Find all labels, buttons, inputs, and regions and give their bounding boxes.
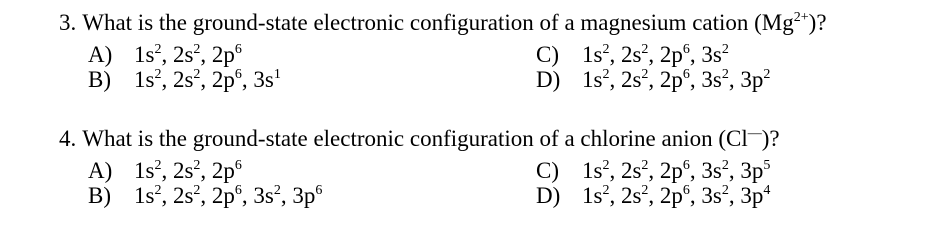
term-separator: , bbox=[241, 67, 254, 92]
orbital-label: 2s bbox=[620, 67, 642, 92]
electron-count: 6 bbox=[234, 67, 242, 82]
electron-count: 6 bbox=[315, 183, 323, 198]
orbital-label: 3p bbox=[292, 183, 316, 208]
electron-count: 5 bbox=[763, 158, 771, 173]
choice-a[interactable] bbox=[88, 43, 242, 67]
electron-count: 6 bbox=[682, 158, 690, 173]
term-separator: , bbox=[728, 158, 741, 183]
orbital-label: 1s bbox=[582, 158, 603, 183]
choice-letter: D) bbox=[536, 67, 561, 92]
orbital-label: 2s bbox=[172, 67, 194, 92]
electron-count: 4 bbox=[763, 183, 771, 198]
term-separator: , bbox=[200, 42, 212, 67]
term-separator: , bbox=[200, 67, 212, 92]
electron-configuration bbox=[582, 158, 770, 183]
choice-c[interactable] bbox=[536, 159, 770, 183]
electron-count: 2 bbox=[763, 67, 771, 82]
term-separator: , bbox=[648, 42, 660, 67]
term-separator: , bbox=[728, 67, 741, 92]
orbital-label: 3p bbox=[740, 183, 764, 208]
electron-configuration bbox=[582, 67, 770, 92]
ion-charge: 2+ bbox=[793, 10, 809, 25]
electron-count: 2 bbox=[721, 183, 729, 198]
orbital-label: 2s bbox=[620, 42, 642, 67]
term-separator: , bbox=[161, 42, 173, 67]
electron-count: 2 bbox=[193, 158, 201, 173]
choice-letter: B) bbox=[88, 67, 111, 92]
term-separator: , bbox=[609, 67, 621, 92]
orbital-label: 2s bbox=[620, 183, 642, 208]
orbital-label: 3p bbox=[740, 67, 764, 92]
orbital-label: 3s bbox=[701, 183, 722, 208]
orbital-label: 1s bbox=[582, 42, 603, 67]
electron-count: 1 bbox=[273, 67, 281, 82]
term-separator: , bbox=[648, 158, 660, 183]
electron-count: 6 bbox=[682, 67, 690, 82]
orbital-label: 2s bbox=[172, 183, 194, 208]
orbital-label: 1s bbox=[134, 158, 155, 183]
electron-configuration bbox=[134, 67, 281, 92]
electron-count: 2 bbox=[154, 67, 162, 82]
term-separator: , bbox=[609, 158, 621, 183]
question-number: 3. bbox=[59, 10, 77, 35]
orbital-label: 3s bbox=[701, 67, 722, 92]
electron-count: 6 bbox=[682, 183, 690, 198]
electron-count: 2 bbox=[641, 42, 649, 57]
electron-configuration bbox=[134, 183, 322, 208]
term-separator: , bbox=[200, 183, 212, 208]
term-separator: , bbox=[689, 158, 702, 183]
electron-count: 2 bbox=[602, 158, 610, 173]
question-stem bbox=[59, 125, 780, 153]
orbital-label: 3s bbox=[253, 183, 274, 208]
choice-letter: A) bbox=[88, 42, 113, 67]
electron-count: 2 bbox=[721, 67, 729, 82]
orbital-label: 3s bbox=[701, 42, 722, 67]
choice-letter: D) bbox=[536, 183, 561, 208]
electron-count: 2 bbox=[641, 158, 649, 173]
term-separator: , bbox=[161, 67, 173, 92]
electron-count: 2 bbox=[193, 183, 201, 198]
orbital-label: 2p bbox=[211, 67, 235, 92]
orbital-label: 3s bbox=[253, 67, 274, 92]
orbital-label: 2p bbox=[659, 42, 683, 67]
question-text: What is the ground-state electronic configuration of a magnesium cation (Mg bbox=[82, 10, 794, 35]
term-separator: , bbox=[728, 183, 741, 208]
term-separator: , bbox=[280, 183, 293, 208]
term-separator: , bbox=[161, 183, 173, 208]
orbital-label: 2p bbox=[659, 67, 683, 92]
choice-a[interactable] bbox=[88, 159, 242, 183]
electron-configuration bbox=[582, 183, 770, 208]
electron-count: 2 bbox=[602, 42, 610, 57]
orbital-label: 2p bbox=[659, 158, 683, 183]
term-separator: , bbox=[648, 183, 660, 208]
orbital-label: 3s bbox=[701, 158, 722, 183]
choice-letter: B) bbox=[88, 183, 111, 208]
orbital-label: 2p bbox=[211, 158, 235, 183]
term-separator: , bbox=[609, 42, 621, 67]
question-number: 4. bbox=[59, 126, 77, 151]
choice-d[interactable] bbox=[536, 68, 770, 92]
electron-configuration bbox=[134, 158, 242, 183]
orbital-label: 2p bbox=[211, 42, 235, 67]
orbital-label: 1s bbox=[582, 67, 603, 92]
term-separator: , bbox=[689, 67, 702, 92]
electron-count: 6 bbox=[682, 42, 690, 57]
electron-count: 2 bbox=[641, 67, 649, 82]
electron-count: 6 bbox=[234, 158, 242, 173]
electron-count: 2 bbox=[154, 158, 162, 173]
term-separator: , bbox=[689, 183, 702, 208]
electron-count: 2 bbox=[602, 67, 610, 82]
orbital-label: 3p bbox=[740, 158, 764, 183]
electron-count: 2 bbox=[154, 183, 162, 198]
electron-count: 6 bbox=[234, 42, 242, 57]
question-text-end: )? bbox=[808, 10, 827, 35]
electron-count: 2 bbox=[602, 183, 610, 198]
term-separator: , bbox=[161, 158, 173, 183]
electron-count: 2 bbox=[154, 42, 162, 57]
orbital-label: 2p bbox=[211, 183, 235, 208]
electron-configuration bbox=[134, 42, 242, 67]
term-separator: , bbox=[689, 42, 702, 67]
orbital-label: 2s bbox=[172, 42, 194, 67]
electron-count: 2 bbox=[641, 183, 649, 198]
electron-count: 2 bbox=[273, 183, 281, 198]
orbital-label: 1s bbox=[134, 42, 155, 67]
orbital-label: 2s bbox=[620, 158, 642, 183]
choice-letter: C) bbox=[536, 42, 559, 67]
electron-count: 2 bbox=[193, 42, 201, 57]
ion-charge: — bbox=[747, 126, 762, 141]
electron-count: 2 bbox=[193, 67, 201, 82]
electron-configuration bbox=[582, 42, 729, 67]
question-stem bbox=[59, 9, 827, 37]
choice-b[interactable] bbox=[88, 184, 322, 208]
electron-count: 2 bbox=[721, 158, 729, 173]
orbital-label: 1s bbox=[134, 67, 155, 92]
term-separator: , bbox=[200, 158, 212, 183]
orbital-label: 1s bbox=[134, 183, 155, 208]
term-separator: , bbox=[609, 183, 621, 208]
term-separator: , bbox=[648, 67, 660, 92]
question-text: What is the ground-state electronic configuration of a chlorine anion (Cl bbox=[82, 126, 748, 151]
choice-letter: A) bbox=[88, 158, 113, 183]
electron-count: 2 bbox=[721, 42, 729, 57]
orbital-label: 1s bbox=[582, 183, 603, 208]
choice-b[interactable] bbox=[88, 68, 281, 92]
term-separator: , bbox=[241, 183, 254, 208]
orbital-label: 2s bbox=[172, 158, 194, 183]
orbital-label: 2p bbox=[659, 183, 683, 208]
choice-d[interactable] bbox=[536, 184, 770, 208]
question-text-end: )? bbox=[761, 126, 780, 151]
choice-letter: C) bbox=[536, 158, 559, 183]
choice-c[interactable] bbox=[536, 43, 729, 67]
electron-count: 6 bbox=[234, 183, 242, 198]
